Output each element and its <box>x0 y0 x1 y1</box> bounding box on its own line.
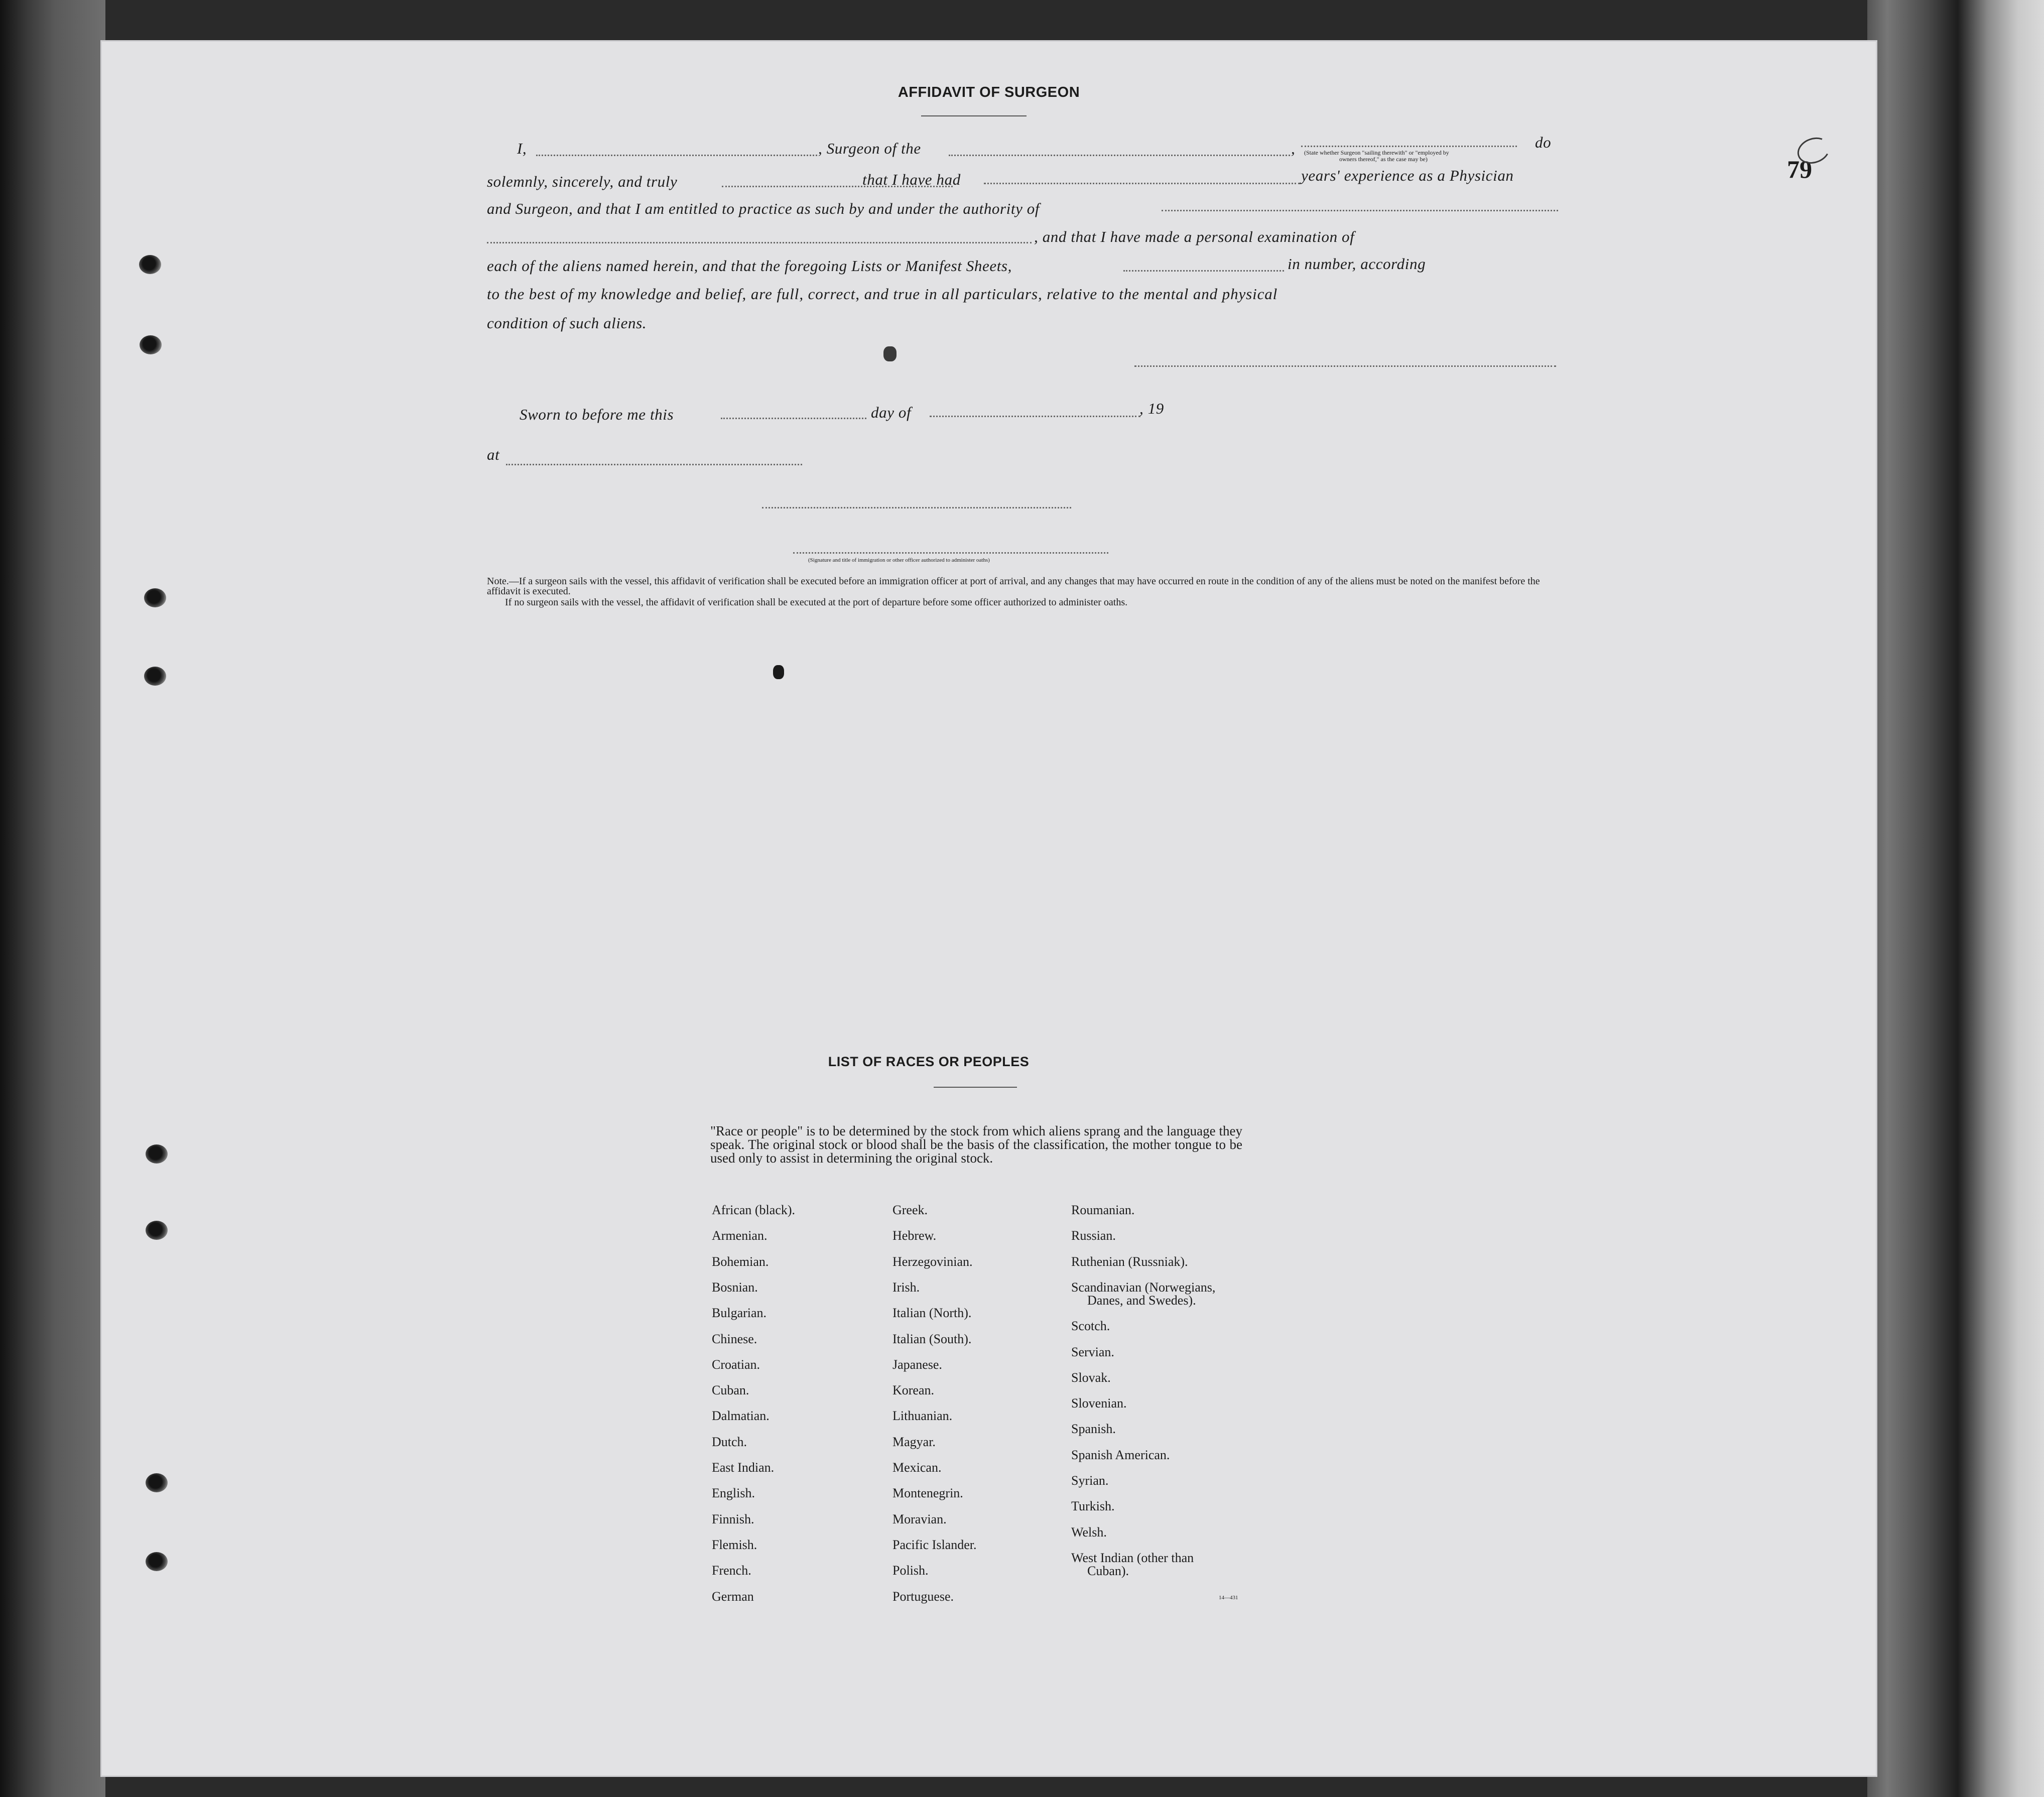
punch-hole <box>146 1221 168 1240</box>
blank-sworn-day[interactable] <box>721 418 866 419</box>
affidavit-text: each of the aliens named herein, and that the foregoing Lists or Manifest Sheets, <box>487 257 1012 275</box>
punch-hole <box>146 1473 168 1492</box>
punch-hole <box>144 667 166 686</box>
scan-left-margin <box>0 0 105 1797</box>
blank-sworn-month[interactable] <box>930 416 1140 417</box>
race-item: Mexican. <box>892 1460 942 1475</box>
affidavit-text: , 19 <box>1139 400 1164 417</box>
race-item: Irish. <box>892 1280 920 1295</box>
race-item: Herzegovinian. <box>892 1254 973 1269</box>
ink-smudge <box>773 665 784 679</box>
affidavit-text: condition of such aliens. <box>487 314 647 332</box>
affidavit-text: I, <box>517 140 527 157</box>
officer-title-line[interactable] <box>793 552 1108 554</box>
race-item: English. <box>712 1486 755 1500</box>
race-item: African (black). <box>712 1203 796 1217</box>
affidavit-title: AFFIDAVIT OF SURGEON <box>898 84 1080 100</box>
punch-hole <box>146 1144 168 1164</box>
race-item: Pacific Islander. <box>892 1537 977 1552</box>
scan-right-margin <box>1867 0 2044 1797</box>
affidavit-text: do <box>1535 134 1552 151</box>
race-item: Portuguese. <box>892 1589 954 1604</box>
race-item: Spanish American. <box>1071 1448 1170 1462</box>
race-item: Turkish. <box>1071 1499 1115 1513</box>
affidavit-note-1: Note.—If a surgeon sails with the vessel, this affidavit of verification shall be executed before an immigration officer at port of arrival, and any changes that may have occurred en route in the condition of any of the aliens must be noted on the manifest before the affidavit is executed. <box>487 576 1540 597</box>
race-item: Cuban. <box>712 1383 749 1397</box>
affidavit-text: to the best of my knowledge and belief, are full, correct, and true in all particulars, relative to the mental and physical <box>487 285 1278 303</box>
affidavit-note-2: If no surgeon sails with the vessel, the affidavit of verification shall be executed at the port of departure before some officer authorized to administer oaths. <box>505 597 1128 608</box>
race-item: Bulgarian. <box>712 1306 767 1320</box>
affidavit-text: Sworn to before me this <box>520 406 674 423</box>
form-code: 14—431 <box>1219 1595 1238 1601</box>
blank-surgeon-name[interactable] <box>536 155 817 156</box>
race-item: Italian (South). <box>892 1332 972 1346</box>
blank-years[interactable] <box>984 183 1300 184</box>
affidavit-text: years' experience as a Physician <box>1301 167 1514 184</box>
race-item: Bohemian. <box>712 1254 769 1269</box>
affidavit-text: day of <box>871 404 912 421</box>
punch-hole <box>146 1552 168 1571</box>
race-item: Polish. <box>892 1563 929 1578</box>
race-item: Slovak. <box>1071 1370 1111 1385</box>
affidavit-text: that I have had <box>862 171 961 188</box>
state-note-line: (State whether Surgeon "sailing therewith" or "employed by <box>1304 149 1449 156</box>
page-number: 79 <box>1787 155 1812 183</box>
race-item: Dutch. <box>712 1435 747 1449</box>
blank-surgeon-status[interactable] <box>1301 146 1517 147</box>
blank-sheet-count[interactable] <box>1123 270 1284 272</box>
affidavit-text: solemnly, sincerely, and truly <box>487 173 678 190</box>
title-rule <box>934 1087 1017 1088</box>
affidavit-text: in number, according <box>1288 255 1426 273</box>
ink-smudge <box>883 346 897 361</box>
race-item: Welsh. <box>1071 1525 1107 1539</box>
race-item: Korean. <box>892 1383 935 1397</box>
race-item: Greek. <box>892 1203 928 1217</box>
race-item: Magyar. <box>892 1435 936 1449</box>
punch-hole <box>139 255 161 274</box>
race-item: Montenegrin. <box>892 1486 963 1500</box>
race-item: Moravian. <box>892 1512 947 1526</box>
signature-caption: (Signature and title of immigration or other officer authorized to administer oaths) <box>808 557 990 563</box>
race-item: German <box>712 1589 754 1604</box>
manifest-page <box>100 40 1877 1777</box>
race-item: Hebrew. <box>892 1228 937 1243</box>
races-title: LIST OF RACES OR PEOPLES <box>828 1054 1030 1069</box>
state-note-line: owners thereof," as the case may be) <box>1339 156 1428 163</box>
blank-sworn-place[interactable] <box>506 464 802 465</box>
race-item: West Indian (other than Cuban). <box>1071 1551 1194 1578</box>
race-item: Finnish. <box>712 1512 754 1526</box>
officer-signature-line[interactable] <box>762 507 1071 508</box>
race-item: Russian. <box>1071 1228 1116 1243</box>
race-item: Servian. <box>1071 1345 1114 1359</box>
race-item: Scandinavian (Norwegians, Danes, and Swedes). <box>1071 1280 1216 1308</box>
race-item: French. <box>712 1563 751 1578</box>
race-item: Slovenian. <box>1071 1396 1127 1410</box>
race-item: East Indian. <box>712 1460 775 1475</box>
race-item: Flemish. <box>712 1537 757 1552</box>
affidavit-text: and Surgeon, and that I am entitled to practice as such by and under the authority of <box>487 200 1040 217</box>
affidavit-text: at <box>487 446 500 463</box>
race-item: Chinese. <box>712 1332 757 1346</box>
punch-hole <box>144 588 166 607</box>
affidavit-text: , Surgeon of the <box>818 140 921 157</box>
race-item: Bosnian. <box>712 1280 758 1295</box>
races-intro: "Race or people" is to be determined by the stock from which aliens sprang and the language they speak. The original stock or blood shall be the basis of the classification, the mother tongue to be used only to assist in determining the original stock. <box>710 1123 1242 1166</box>
race-item: Japanese. <box>892 1357 942 1372</box>
race-item: Scotch. <box>1071 1319 1110 1333</box>
affidavit-text: , <box>1291 140 1296 157</box>
state-note <box>1304 150 1449 163</box>
race-item: Italian (North). <box>892 1306 972 1320</box>
race-item: Syrian. <box>1071 1473 1109 1488</box>
title-rule <box>921 115 1027 116</box>
blank-vessel-name[interactable] <box>949 155 1290 156</box>
punch-hole <box>140 335 162 354</box>
race-item: Roumanian. <box>1071 1203 1135 1217</box>
race-item: Ruthenian (Russniak). <box>1071 1254 1188 1269</box>
race-item: Lithuanian. <box>892 1408 953 1423</box>
race-item: Dalmatian. <box>712 1408 770 1423</box>
affidavit-text: , and that I have made a personal examination of <box>1034 228 1355 245</box>
blank-authority[interactable] <box>1162 210 1558 211</box>
race-item: Armenian. <box>712 1228 768 1243</box>
blank-authority-cont[interactable] <box>487 242 1032 243</box>
race-item: Spanish. <box>1071 1422 1116 1436</box>
race-item: Croatian. <box>712 1357 760 1372</box>
surgeon-signature-line[interactable] <box>1134 365 1556 367</box>
